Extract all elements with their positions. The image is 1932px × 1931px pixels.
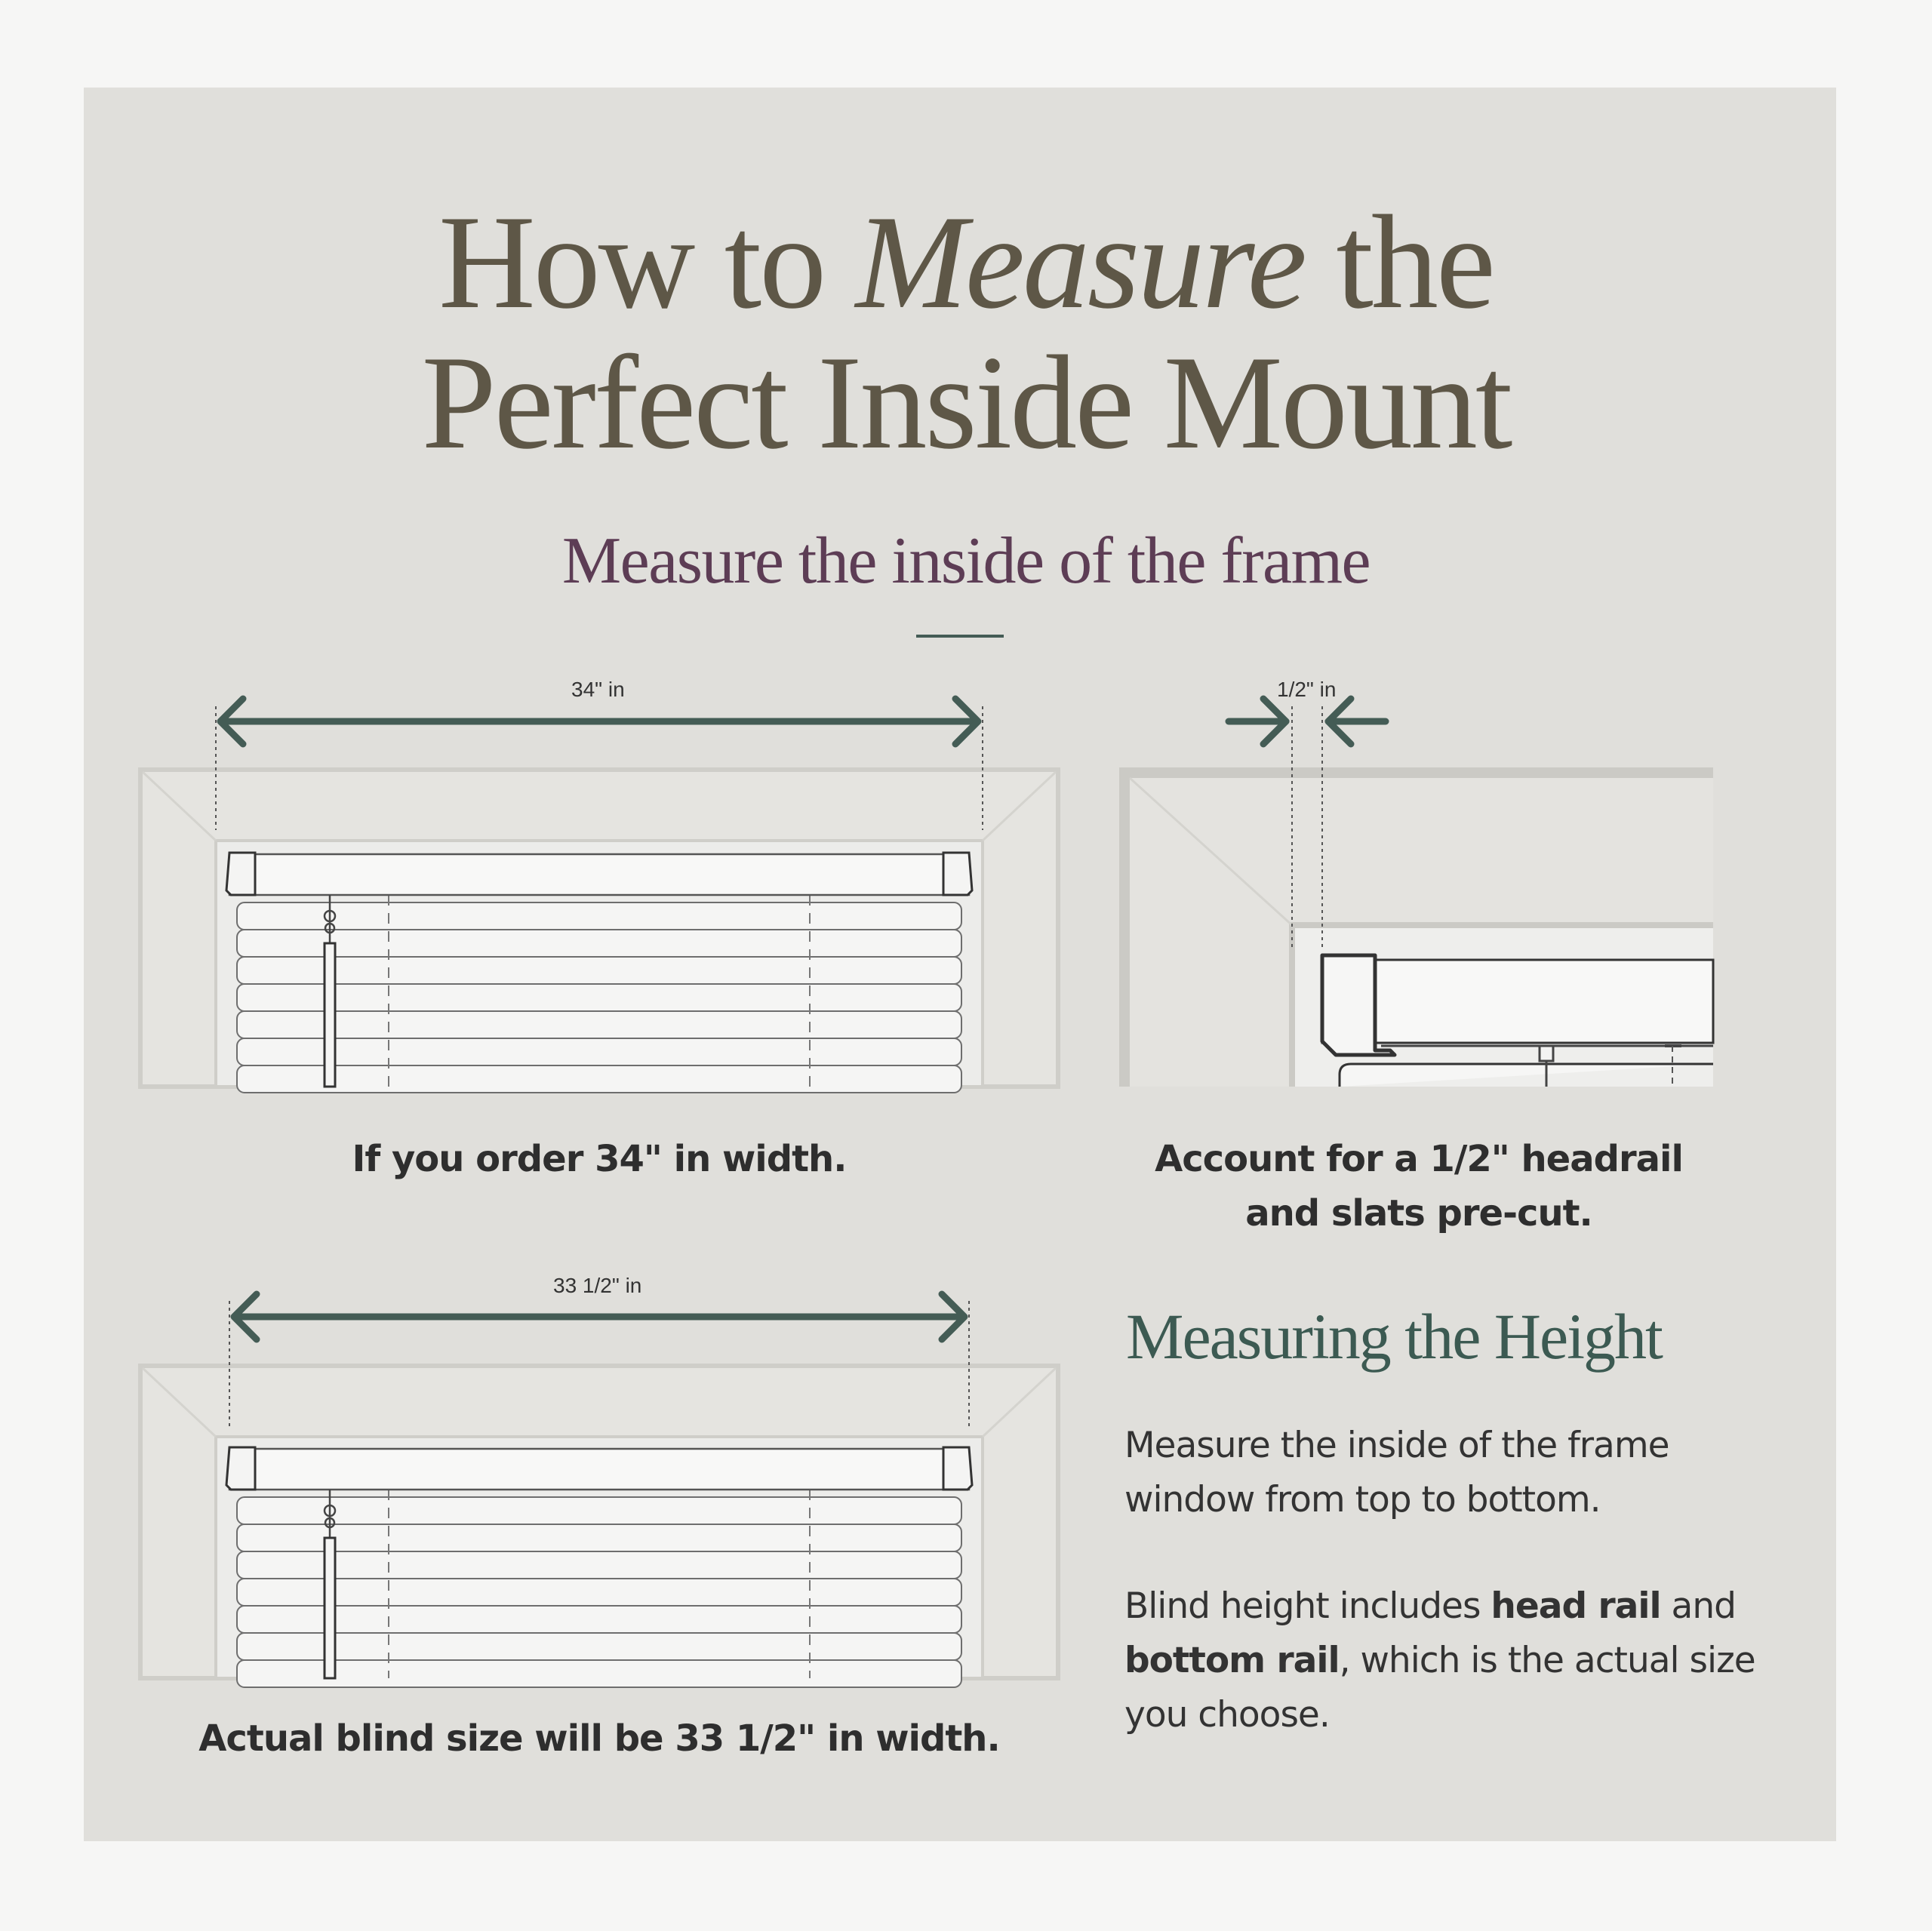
page-title-line-2: Perfect Inside Mount	[421, 327, 1511, 477]
headrail-dimension-label: 1/2" in	[1277, 678, 1337, 701]
headrail-detail-diagram	[1117, 679, 1721, 1087]
order-width-dimension-label: 34" in	[571, 678, 625, 701]
actual-width-caption: Actual blind size will be 33 1/2" in width.	[198, 1717, 1000, 1760]
headrail-caption-line-2: and slats pre-cut.	[1245, 1192, 1592, 1235]
order-width-caption: If you order 34" in width.	[352, 1138, 847, 1180]
height-section-title: Measuring the Height	[1126, 1300, 1662, 1373]
actual-width-dimension-label: 33 1/2" in	[553, 1274, 642, 1297]
height-note: Blind height includes head rail and bottom rail, which is the actual size you choose.	[1124, 1585, 1755, 1736]
headrail-caption	[1109, 1132, 1728, 1241]
height-instructions: Measure the inside of the frame window from top to bottom.	[1124, 1425, 1669, 1521]
subtitle: Measure the inside of the frame	[561, 524, 1371, 598]
actual-width-diagram	[136, 1275, 1072, 1683]
headrail-caption-line-1: Account for a 1/2" headrail	[1155, 1138, 1683, 1180]
order-width-diagram	[136, 679, 1072, 1087]
page-title-line-1: How to Measure the	[438, 187, 1494, 337]
divider	[916, 635, 1004, 638]
bottom-rail-term: bottom rail	[1124, 1640, 1340, 1681]
head-rail-term: head rail	[1491, 1585, 1661, 1627]
